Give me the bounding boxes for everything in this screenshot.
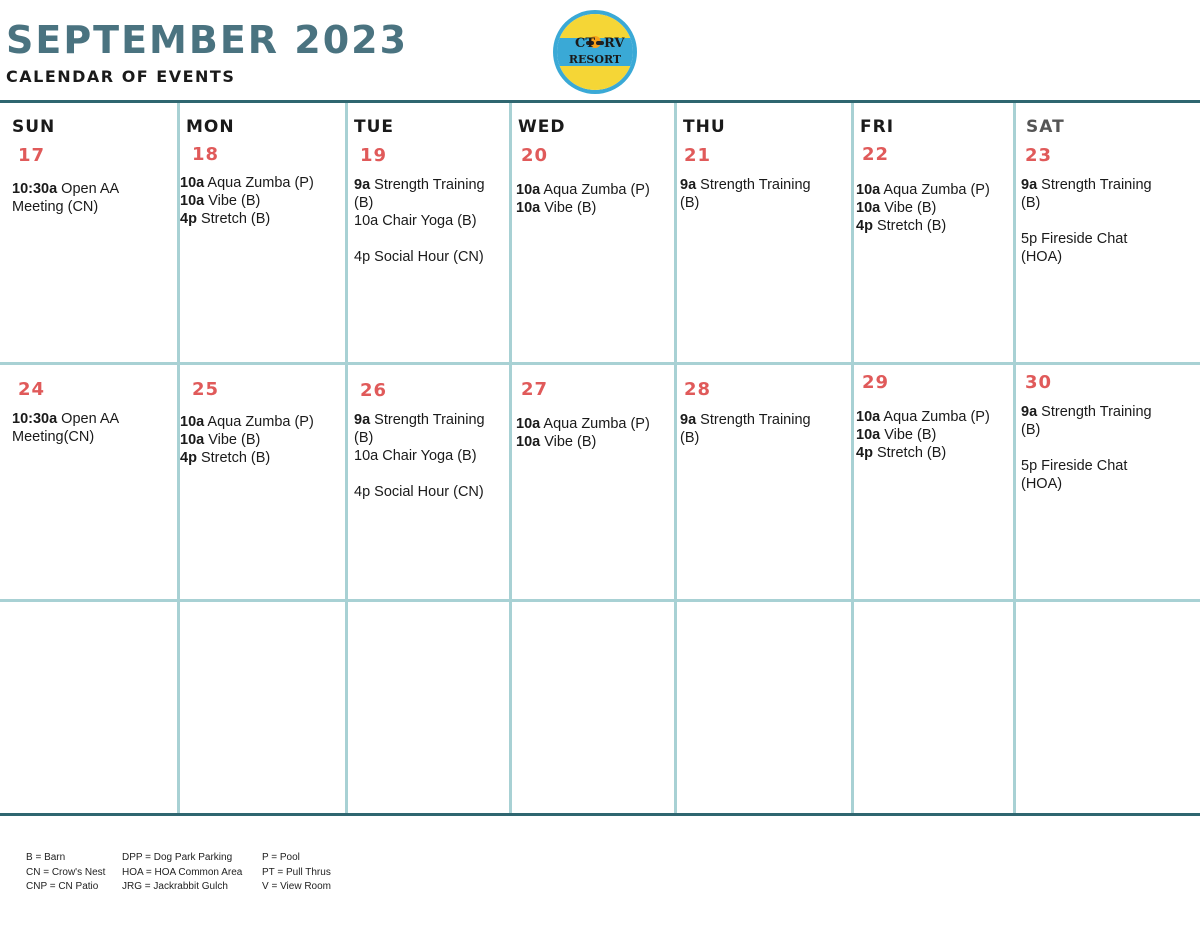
date-number: 17: [18, 145, 46, 166]
event-list: [354, 411, 485, 501]
event-text: Aqua Zumba (P): [540, 182, 650, 198]
event-text: Strength Training: [1037, 404, 1152, 420]
event-item: [180, 449, 314, 467]
event-text: 4p Social Hour (CN): [354, 249, 484, 265]
event-time: 10a: [516, 416, 541, 432]
legend-item: PT = Pull Thrus: [262, 866, 331, 878]
legend-item: V = View Room: [262, 881, 332, 892]
date-number: 25: [192, 379, 220, 400]
event-text: Stretch (B): [872, 445, 947, 461]
event-item: [12, 198, 119, 216]
event-text: Strength Training: [696, 412, 811, 428]
event-text: Aqua Zumba (P): [204, 175, 314, 191]
event-text: Meeting(CN): [12, 429, 95, 445]
legend-item: JRG = Jackrabbit Gulch: [122, 881, 228, 892]
grid-line: [674, 103, 677, 813]
event-time: 10:30a: [12, 411, 58, 427]
grid-line: [0, 599, 1200, 602]
event-list: [856, 181, 990, 235]
page-subtitle: CALENDAR OF EVENTS: [6, 67, 236, 86]
logo-text-rv: RV: [604, 36, 625, 51]
event-item: [180, 192, 314, 210]
event-list: [180, 413, 314, 467]
event-text: 10a Chair Yoga (B): [354, 213, 477, 229]
event-item: [516, 181, 650, 199]
event-text: Vibe (B): [880, 200, 937, 216]
date-number: 24: [18, 379, 46, 400]
date-number: 18: [192, 144, 220, 165]
event-text: Strength Training: [370, 412, 485, 428]
event-time: 10a: [180, 193, 205, 209]
event-item: [180, 413, 314, 431]
event-text: Strength Training: [370, 177, 485, 193]
date-number: 26: [360, 380, 388, 401]
date-number: 19: [360, 145, 388, 166]
resort-logo: [551, 8, 639, 96]
event-item: [12, 410, 119, 428]
event-text: 4p Social Hour (CN): [354, 484, 484, 500]
event-item: [856, 444, 990, 462]
day-header-sun: SUN: [12, 117, 56, 137]
event-list: [12, 180, 119, 216]
event-item: [856, 217, 990, 235]
event-item: [1021, 457, 1152, 475]
event-text: Open AA: [57, 181, 120, 197]
event-item: [680, 411, 811, 429]
event-item: [12, 428, 119, 446]
legend-item: HOA = HOA Common Area: [122, 866, 243, 878]
event-item: [516, 415, 650, 433]
event-text: 5p Fireside Chat: [1021, 458, 1128, 474]
grid-line: [345, 103, 348, 813]
event-text: Vibe (B): [880, 427, 937, 443]
event-item: [354, 465, 485, 483]
event-time: 9a: [680, 412, 697, 428]
event-item: [1021, 421, 1152, 439]
event-list: [856, 408, 990, 462]
day-header-fri: FRI: [860, 117, 895, 137]
legend-item: B = Barn: [26, 852, 66, 863]
event-item: [680, 429, 811, 447]
event-text: Vibe (B): [204, 193, 261, 209]
event-time: 10a: [856, 200, 881, 216]
date-number: 29: [862, 372, 890, 393]
event-item: [516, 433, 650, 451]
grid-line: [509, 103, 512, 813]
event-text: Aqua Zumba (P): [540, 416, 650, 432]
event-text: Stretch (B): [872, 218, 947, 234]
date-number: 28: [684, 379, 712, 400]
event-item: [354, 248, 485, 266]
date-number: 30: [1025, 372, 1053, 393]
legend-column-2: [122, 851, 242, 895]
date-number: 23: [1025, 145, 1053, 166]
event-item: [354, 447, 485, 465]
event-list: [680, 176, 811, 212]
event-text: (HOA): [1021, 249, 1063, 265]
event-item: [680, 194, 811, 212]
event-item: [1021, 194, 1152, 212]
event-time: 4p: [180, 211, 197, 227]
event-list: [1021, 403, 1152, 493]
event-text: Stretch (B): [196, 211, 271, 227]
event-time: 10a: [516, 200, 541, 216]
day-header-thu: THU: [683, 117, 726, 137]
date-number: 21: [684, 145, 712, 166]
event-text: (B): [354, 195, 374, 211]
day-header-sat: SAT: [1026, 117, 1065, 137]
page-title: SEPTEMBER 2023: [6, 18, 409, 62]
event-text: Aqua Zumba (P): [204, 414, 314, 430]
logo-text-ct: CT: [575, 36, 596, 51]
sunglasses-lens-right: [596, 41, 604, 45]
event-item: [1021, 439, 1152, 457]
event-item: [856, 199, 990, 217]
event-text: Vibe (B): [540, 200, 597, 216]
event-text: Aqua Zumba (P): [880, 182, 990, 198]
event-item: [1021, 248, 1152, 266]
event-text: (B): [680, 195, 700, 211]
event-time: 9a: [1021, 177, 1038, 193]
event-list: [12, 410, 119, 446]
legend-item: CNP = CN Patio: [26, 881, 99, 892]
event-item: [516, 199, 650, 217]
logo-text-resort: RESORT: [568, 53, 622, 66]
legend-item: DPP = Dog Park Parking: [122, 852, 233, 863]
event-text: Vibe (B): [204, 432, 261, 448]
event-time: 9a: [354, 177, 371, 193]
event-item: [354, 429, 485, 447]
event-item: [1021, 176, 1152, 194]
logo-badge: [551, 8, 639, 96]
event-item: [354, 194, 485, 212]
event-time: 10a: [180, 432, 205, 448]
event-text: Meeting (CN): [12, 199, 99, 215]
event-time: 10a: [516, 182, 541, 198]
event-text: (HOA): [1021, 476, 1063, 492]
event-time: 10a: [856, 427, 881, 443]
grid-line: [1013, 103, 1016, 813]
event-time: 10a: [180, 414, 205, 430]
legend-item: CN = Crow's Nest: [26, 866, 106, 878]
legend-item: P = Pool: [262, 852, 300, 863]
event-item: [680, 176, 811, 194]
event-item: [354, 483, 485, 501]
event-list: [180, 174, 314, 228]
event-list: [1021, 176, 1152, 266]
event-item: [856, 181, 990, 199]
event-item: [12, 180, 119, 198]
day-header-wed: WED: [518, 117, 566, 137]
event-text: (B): [354, 430, 374, 446]
grid-line: [851, 103, 854, 813]
event-time: 10a: [856, 409, 881, 425]
event-text: (B): [1021, 195, 1041, 211]
event-text: 5p Fireside Chat: [1021, 231, 1128, 247]
event-time: 10a: [180, 175, 205, 191]
event-item: [354, 176, 485, 194]
event-item: [354, 411, 485, 429]
event-text: (B): [1021, 422, 1041, 438]
grid-line: [0, 362, 1200, 365]
event-text: Vibe (B): [540, 434, 597, 450]
event-text: Strength Training: [696, 177, 811, 193]
event-item: [180, 174, 314, 192]
event-text: 10a Chair Yoga (B): [354, 448, 477, 464]
event-list: [516, 181, 650, 217]
event-list: [680, 411, 811, 447]
date-number: 22: [862, 144, 890, 165]
event-time: 4p: [856, 218, 873, 234]
event-item: [856, 426, 990, 444]
event-text: Aqua Zumba (P): [880, 409, 990, 425]
event-time: 9a: [354, 412, 371, 428]
event-time: 9a: [680, 177, 697, 193]
date-number: 20: [521, 145, 549, 166]
event-item: [1021, 403, 1152, 421]
event-item: [180, 431, 314, 449]
event-item: [354, 212, 485, 230]
event-time: 10:30a: [12, 181, 58, 197]
event-text: (B): [680, 430, 700, 446]
calendar-grid: [0, 100, 1200, 816]
event-item: [856, 408, 990, 426]
event-time: 10a: [516, 434, 541, 450]
event-time: 9a: [1021, 404, 1038, 420]
date-number: 27: [521, 379, 549, 400]
event-item: [1021, 212, 1152, 230]
event-item: [1021, 230, 1152, 248]
event-item: [1021, 475, 1152, 493]
event-time: 10a: [856, 182, 881, 198]
event-item: [354, 230, 485, 248]
legend-column-1: [26, 851, 105, 895]
event-text: Stretch (B): [196, 450, 271, 466]
event-list: [354, 176, 485, 266]
event-time: 4p: [180, 450, 197, 466]
event-item: [180, 210, 314, 228]
event-list: [516, 415, 650, 451]
day-header-mon: MON: [186, 117, 235, 137]
legend-column-3: [262, 851, 331, 895]
day-header-tue: TUE: [354, 117, 395, 137]
event-text: Open AA: [57, 411, 120, 427]
event-time: 4p: [856, 445, 873, 461]
event-text: Strength Training: [1037, 177, 1152, 193]
